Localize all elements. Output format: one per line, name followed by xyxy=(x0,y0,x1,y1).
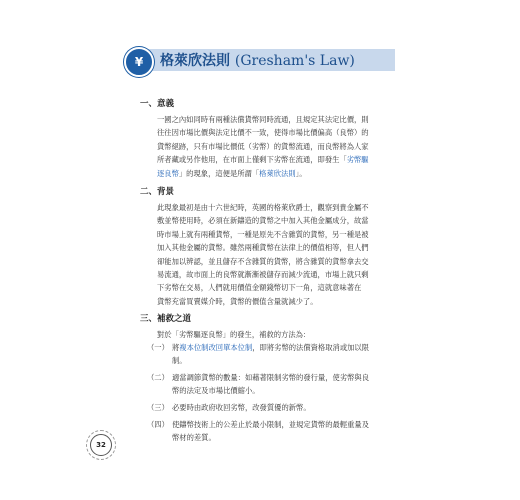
text-line: 使鑄幣技術上的公差止於最小限制，並規定貨幣的最輕重量及 xyxy=(172,420,370,429)
page-number: 32 xyxy=(90,434,112,456)
text-line: 一國之內如同時有兩種法償貨幣同時流通，且規定其法定比價，則 xyxy=(157,115,369,124)
text-line xyxy=(157,167,402,180)
section-heading-background: 二、背景 xyxy=(140,187,175,197)
text-line: 幣的法定及市場比價縮小。 xyxy=(172,386,260,396)
page-title xyxy=(160,50,355,70)
title-zh: 格萊欣法則 xyxy=(160,53,230,69)
text-line-part: ，即將劣幣的法償資格取消或加以限 xyxy=(252,343,370,352)
text-line: 制。 xyxy=(172,356,187,366)
text-line: 貨幣充當買賣媒介時，貨幣的價值含量就減少了。 xyxy=(157,296,318,306)
text-line-part: 將 xyxy=(172,343,180,352)
text-line: 加入其他金屬的貨幣。雖然兩種貨幣在法律上的價值相等，但人們 xyxy=(157,243,369,253)
list-item xyxy=(172,418,404,445)
text-line: 敷並幣使用時，必須在新鑄造的貨幣之中加入其他金屬成分，故當 xyxy=(157,216,369,226)
title-en: (Gresham's Law) xyxy=(234,53,355,69)
coin-icon: ¥ xyxy=(124,47,154,77)
text-line: 下劣幣在交易，人們就用價值金額錢幣切下一角，這就意味著在 xyxy=(157,283,362,293)
text-line: 時市場上就有兩種貨幣，一種是原先不含雜質的貨幣，另一種是被 xyxy=(157,229,369,239)
text-line-part: 」。 xyxy=(295,168,307,178)
highlight-term: 複本位制改回單本位制 xyxy=(179,343,253,352)
text-line: 此現象最初是由十六世紀時，英國的格萊欣爵士，觀察到貴金屬不 xyxy=(157,203,369,212)
section-heading-meaning: 一、意義 xyxy=(140,99,175,109)
list-item-number: （四） xyxy=(147,420,169,429)
text-line: 必要時由政府收回劣幣，改發質優的新幣。 xyxy=(172,403,311,412)
text-line: 幣材的差質。 xyxy=(172,433,216,443)
text-line xyxy=(157,153,402,166)
text-line xyxy=(172,341,404,354)
text-line: 適當調節貨幣的數量：如藉著限制劣幣的發行量，使劣幣與良 xyxy=(172,373,370,382)
text-line: 對於「劣幣驅逐良幣」的發生，補救的方法為： xyxy=(157,330,311,339)
section-background-paragraph xyxy=(157,201,402,308)
text-line: 卻能加以辨認，並且儲存不含雜質的貨幣，將含雜質的貨幣拿去交 xyxy=(157,256,369,266)
highlight-term: 格萊欣法則 xyxy=(259,168,296,178)
highlight-term: 逐良幣 xyxy=(157,168,179,178)
list-item xyxy=(172,371,404,398)
text-line: 貨幣絕跡，只有市場比價低（劣幣）的貨幣流通，而良幣將為人家 xyxy=(157,141,369,151)
text-line-part: 」的現象，這便是所謂「 xyxy=(178,168,260,178)
section-meaning-paragraph xyxy=(157,113,402,180)
text-line: 往往因市場比價與法定比價不一致，使得市場比價偏高（良幣）的 xyxy=(157,128,369,138)
list-item xyxy=(172,341,404,368)
section-heading-remedy: 三、補救之道 xyxy=(140,314,192,324)
list-item xyxy=(172,401,404,414)
highlight-term: 劣幣驅 xyxy=(346,155,369,165)
list-item-number: （三） xyxy=(147,403,169,412)
text-line: 易流通，故市面上的良幣就漸漸被儲存而減少流通，市場上就只剩 xyxy=(157,270,369,280)
section-remedy-intro xyxy=(157,328,402,341)
text-line-part: 所者藏或另作他用，在市面上僅剩下劣幣在流通，即發生「 xyxy=(157,155,347,165)
list-item-number: （一） xyxy=(147,343,169,352)
list-item-number: （二） xyxy=(147,373,169,382)
